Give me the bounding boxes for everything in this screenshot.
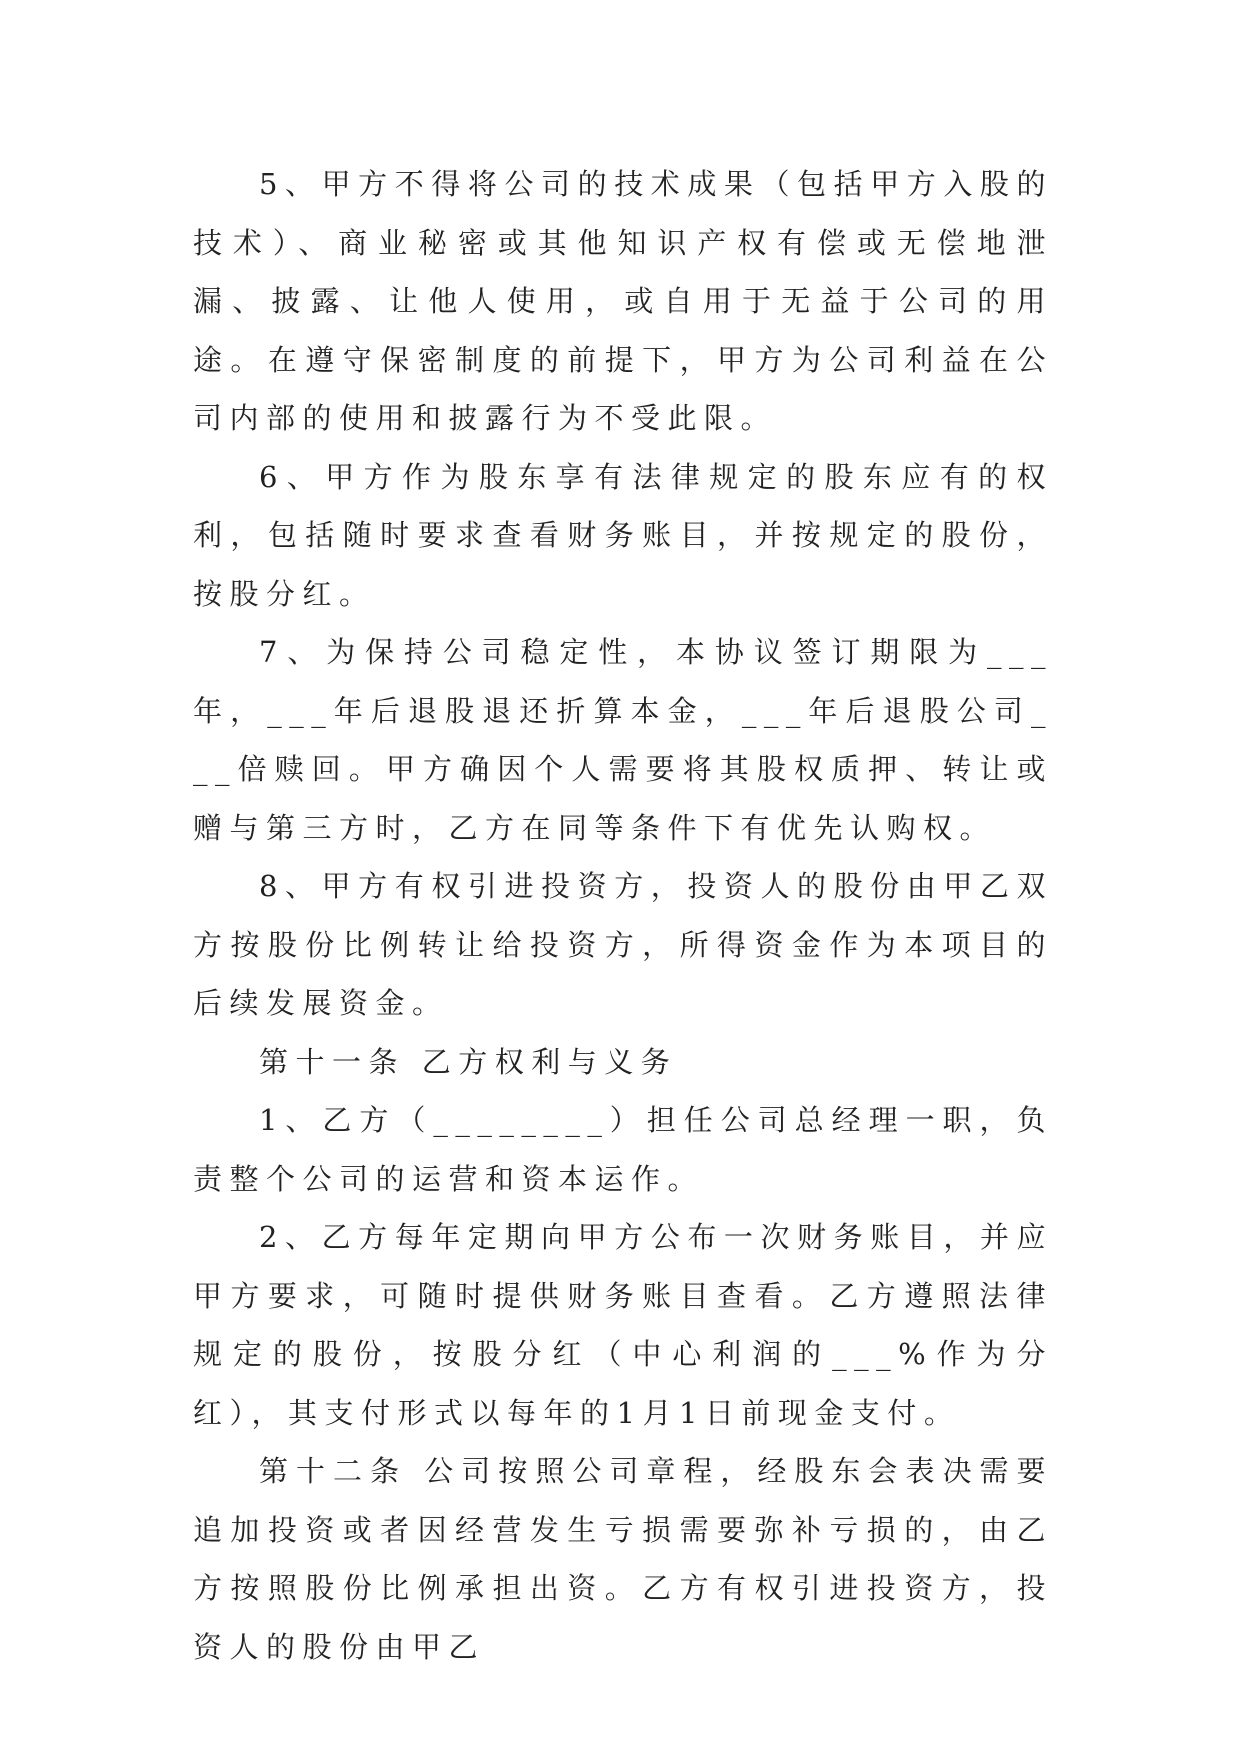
paragraph-article-11-item-2: 2、乙方每年定期向甲方公布一次财务账目，并应甲方要求，可随时提供财务账目查看。乙方遵照法律规定的股份，按股分红（中心利润的___%作为分红），其支付形式以每年的1月1日前现金支付。 — [193, 1220, 1053, 1430]
paragraph-article-11-item-1: 1、乙方（________）担任公司总经理一职，负责整个公司的运营和资本运作。 — [193, 1103, 1053, 1196]
paragraph-clause-6: 6、甲方作为股东享有法律规定的股东应有的权利，包括随时要求查看财务账目，并按规定的股份，按股分红。 — [193, 459, 1053, 611]
paragraph-clause-8: 8、甲方有权引进投资方，投资人的股份由甲乙双方按股份比例转让给投资方，所得资金作为本项目的后续发展资金。 — [193, 869, 1053, 1020]
paragraph-clause-7: 7、为保持公司稳定性，本协议签订期限为___年，___年后退股退还折算本金，___年后退股公司___倍赎回。甲方确因个人需要将其股权质押、转让或赠与第三方时，乙方在同等条件下有优先认购权。 — [193, 635, 1053, 845]
paragraph-article-12: 第十二条 公司按照公司章程，经股东会表决需要追加投资或者因经营发生亏损需要弥补亏损的，由乙方按照股份比例承担出资。乙方有权引进投资方，投资人的股份由甲乙 — [193, 1454, 1053, 1664]
paragraph-clause-5: 5、甲方不得将公司的技术成果（包括甲方入股的技术）、商业秘密或其他知识产权有偿或无偿地泄漏、披露、让他人使用，或自用于无益于公司的用途。在遵守保密制度的前提下，甲方为公司利益在公司内部的使用和披露行为不受此限。 — [193, 167, 1053, 435]
document-body — [193, 155, 1053, 1676]
article-11-heading: 第十一条 乙方权利与义务 — [259, 1044, 678, 1079]
